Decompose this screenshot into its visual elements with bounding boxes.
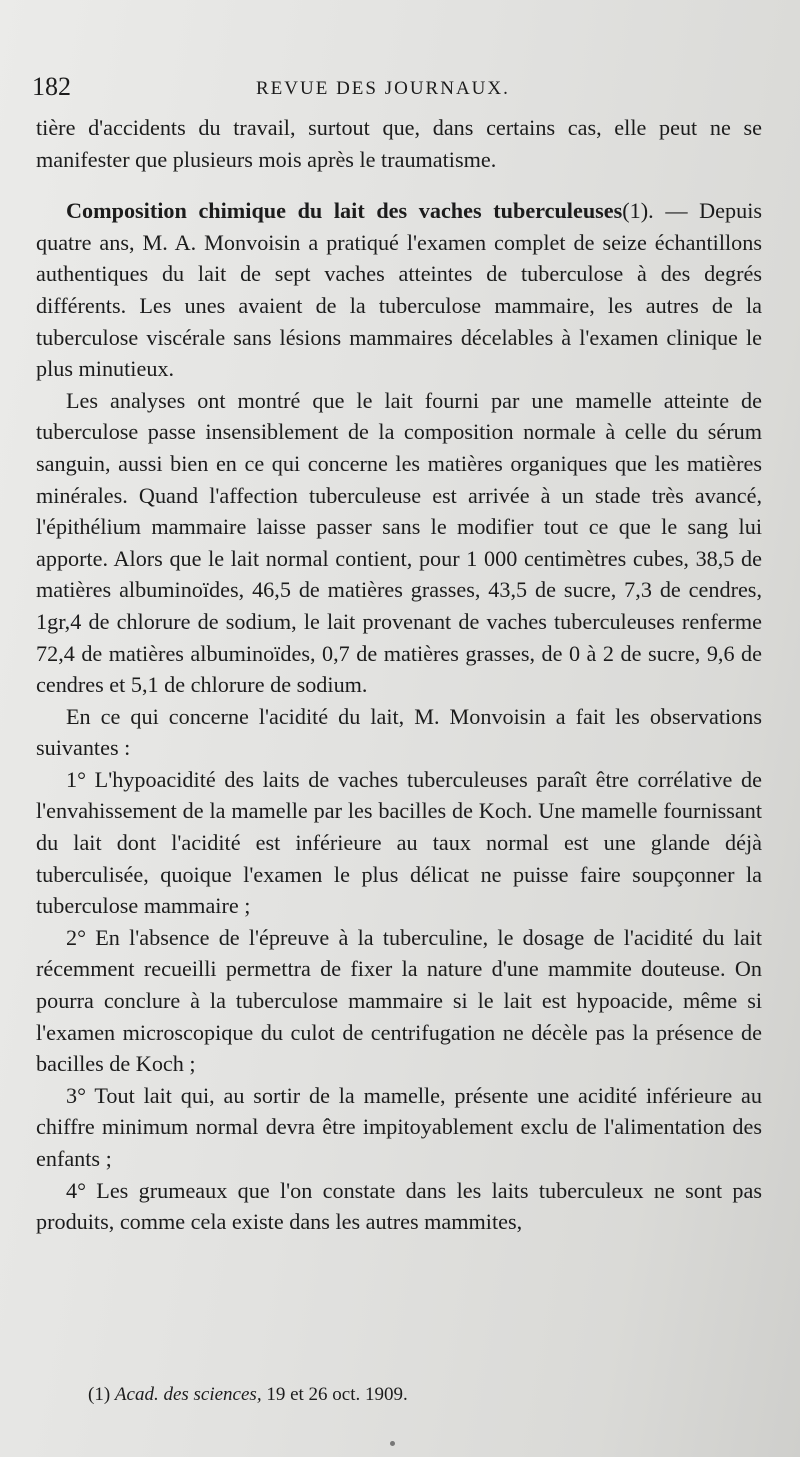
section-title: Composition chimique du lait des vaches tuberculeuses (66, 198, 623, 224)
list-item-2: 2° En l'absence de l'épreuve à la tuberculine, le dosage de l'acidité du lait récemment recueilli permettra de fixer la nature d'une mammite douteuse. On pourra conclure à la tuberculose mammaire si le lait est hypoacide, même si l'examen microscopique du culot de centrifugation ne décèle pas la présence de bacilles de Koch ; (36, 924, 762, 1077)
article-body (36, 112, 762, 1238)
list-item-3: 3° Tout lait qui, au sortir de la mamelle, présente une acidité inférieure au chiffre minimum normal devra être impitoyablement exclu de l'alimentation des enfants ; (36, 1082, 762, 1171)
footnote-reference: (1). (622, 198, 654, 224)
footnote-dates: 19 et 26 oct. 1909. (266, 1384, 408, 1405)
page-header (32, 72, 752, 108)
footnote-source: Acad. des sciences, (114, 1384, 262, 1405)
paragraph-section-intro (36, 195, 762, 385)
section-intro-text: — Depuis quatre ans, M. A. Monvoisin a pratiqué l'examen complet de seize échantillons authentiques du lait de sept vaches atteintes de tuberculose à des degrés différents. Les unes avaient de la tuberculose mammaire, les autres de la tuberculose viscérale sans lésions mammaires décelables à l'examen clinique le plus minutieux. (36, 198, 762, 382)
footnote-marker: (1) (88, 1384, 111, 1405)
paragraph-continuation: tière d'accidents du travail, surtout que, dans certains cas, elle peut ne se manifester que plusieurs mois après le traumatisme. (36, 115, 762, 172)
paragraph-analyses: Les analyses ont montré que le lait fourni par une mamelle atteinte de tuberculose passe insensiblement de la composition normale à celle du sérum sanguin, aussi bien en ce qui concerne les matières organiques que les matières minérales. Quand l'affection tuberculeuse est arrivée à un stade très avancé, l'épithélium mammaire laisse passer sans le modifier tout ce que le sang lui apporte. Alors que le lait normal contient, pour 1 000 centimètres cubes, 38,5 de matières albuminoïdes, 46,5 de matières grasses, 43,5 de sucre, 7,3 de cendres, 1gr,4 de chlorure de sodium, le lait provenant de vaches tuberculeuses renferme 72,4 de matières albuminoïdes, 0,7 de matières grasses, de 0 à 2 de sucre, 9,6 de cendres et 5,1 de chlorure de sodium. (36, 387, 762, 698)
page-number: 182 (32, 72, 71, 101)
paragraph-acidity: En ce qui concerne l'acidité du lait, M. Monvoisin a fait les observations suivantes : (36, 703, 762, 761)
footnote (88, 1384, 408, 1406)
ink-dot (390, 1441, 395, 1446)
list-item-1: 1° L'hypoacidité des laits de vaches tuberculeuses paraît être corrélative de l'envahissement de la mamelle par les bacilles de Koch. Une mamelle fournissant du lait dont l'acidité est inférieure au taux normal est une glande déjà tuberculisée, quoique l'examen le plus délicat ne puisse faire soupçonner la tuberculose mammaire ; (36, 766, 762, 919)
list-item-4: 4° Les grumeaux que l'on constate dans les laits tuberculeux ne sont pas produits, comme cela existe dans les autres mammites, (36, 1177, 762, 1235)
running-head: REVUE DES JOURNAUX. (256, 78, 510, 99)
